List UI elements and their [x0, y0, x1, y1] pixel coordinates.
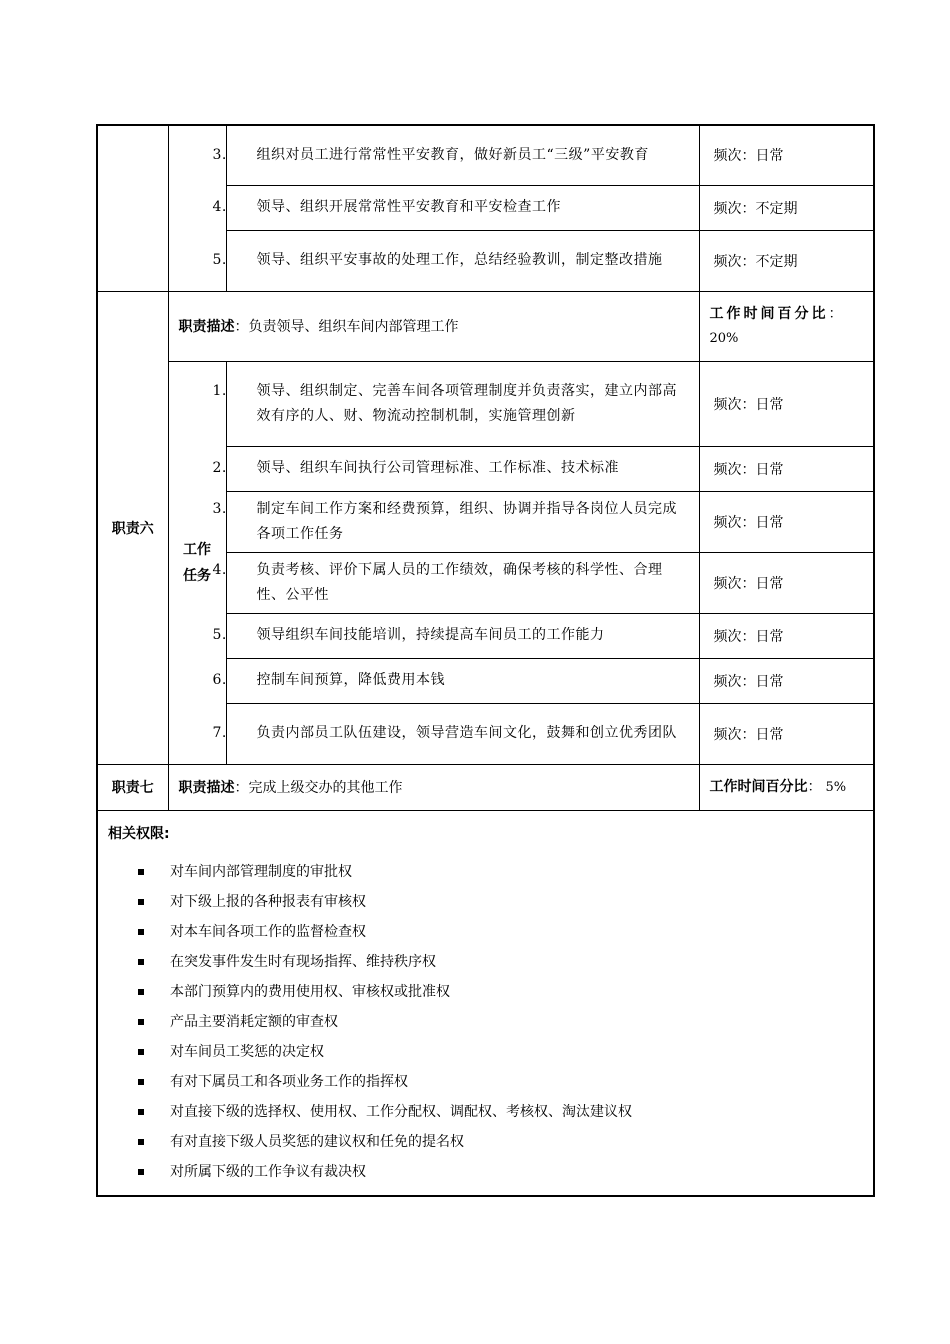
table-row: [97, 810, 874, 1196]
authority-item: [108, 887, 863, 917]
task-item: 5. 领导、组织平安事故的处理工作，总结经验教训，制定整改措施: [226, 230, 699, 291]
authority-item: [108, 917, 863, 947]
authority-item: [108, 1097, 863, 1127]
square-bullet-icon: [138, 1079, 144, 1085]
authority-text: 对车间内部管理制度的审批权: [170, 863, 352, 880]
percentage-value: 20%: [709, 330, 739, 346]
duty-seven-label: 职责七: [97, 764, 168, 810]
square-bullet-icon: [138, 899, 144, 905]
authority-item: [108, 977, 863, 1007]
task-frequency: 频次：日常: [699, 613, 874, 658]
table-row: [97, 361, 874, 446]
authority-text: 对所属下级的工作争议有裁决权: [170, 1163, 366, 1180]
authority-text: 产品主要消耗定额的审查权: [170, 1013, 338, 1030]
square-bullet-icon: [138, 929, 144, 935]
task-frequency: 频次：日常: [699, 361, 874, 446]
square-bullet-icon: [138, 959, 144, 965]
authorities-list: [108, 857, 863, 1187]
authority-item: [108, 857, 863, 887]
related-authorities-section: [97, 810, 874, 1196]
duty-table: [96, 124, 875, 1197]
task-item: 7. 负责内部员工队伍建设，领导营造车间文化，鼓舞和创立优秀团队: [226, 703, 699, 764]
square-bullet-icon: [138, 1169, 144, 1175]
authority-text: 有对直接下级人员奖惩的建议权和任免的提名权: [170, 1133, 464, 1150]
authority-text: 本部门预算内的费用使用权、审核权或批准权: [170, 983, 450, 1000]
related-authorities-title: 相关权限:: [108, 825, 170, 842]
task-frequency: 频次：日常: [699, 552, 874, 613]
authority-text: 对车间员工奖惩的决定权: [170, 1043, 324, 1060]
task-item: 4. 负责考核、评价下属人员的工作绩效，确保考核的科学性、合理性、公平性: [226, 552, 699, 613]
description-label: 职责描述: [178, 780, 235, 796]
square-bullet-icon: [138, 989, 144, 995]
task-frequency: 频次：日常: [699, 703, 874, 764]
duty-seven-time-percentage: 工作时间百分比： 5%: [699, 764, 874, 810]
table-row: [97, 764, 874, 810]
authority-text: 对下级上报的各种报表有审核权: [170, 893, 366, 910]
job-description-document: [96, 124, 873, 1197]
work-tasks-label: 工作 任务: [168, 361, 226, 764]
authority-text: 在突发事件发生时有现场指挥、维持秩序权: [170, 953, 436, 970]
task-item: 5. 领导组织车间技能培训，持续提高车间员工的工作能力: [226, 613, 699, 658]
authority-text: 对本车间各项工作的监督检查权: [170, 923, 366, 940]
square-bullet-icon: [138, 1019, 144, 1025]
task-frequency: 频次：日常: [699, 125, 874, 185]
square-bullet-icon: [138, 1109, 144, 1115]
task-item: 4. 领导、组织开展常常性平安教育和平安检查工作: [226, 185, 699, 230]
duty-six-label: 职责六: [97, 291, 168, 764]
duty-six-time-percentage: 工作时间百分比： 20%: [699, 291, 874, 361]
prev-duty-label-cell: [97, 125, 168, 291]
authority-text: 对直接下级的选择权、使用权、工作分配权、调配权、考核权、淘汰建议权: [170, 1103, 632, 1120]
table-row: [97, 125, 874, 185]
task-frequency: 频次：日常: [699, 491, 874, 552]
authority-item: [108, 1127, 863, 1157]
authority-item: [108, 1067, 863, 1097]
table-row: [97, 291, 874, 361]
task-item: 2. 领导、组织车间执行公司管理标准、工作标准、技术标准: [226, 446, 699, 491]
square-bullet-icon: [138, 1049, 144, 1055]
authority-item: [108, 1007, 863, 1037]
task-frequency: 频次：日常: [699, 658, 874, 703]
description-label: 职责描述: [178, 319, 235, 335]
duty-six-description: 职责描述：负责领导、组织车间内部管理工作: [168, 291, 699, 361]
authority-text: 有对下属员工和各项业务工作的指挥权: [170, 1073, 408, 1090]
duty-seven-description: 职责描述：完成上级交办的其他工作: [168, 764, 699, 810]
task-item: 3. 组织对员工进行常常性平安教育，做好新员工“三级”平安教育: [226, 125, 699, 185]
task-frequency: 频次：不定期: [699, 185, 874, 230]
square-bullet-icon: [138, 1139, 144, 1145]
task-item: 3. 制定车间工作方案和经费预算，组织、协调并指导各岗位人员完成各项工作任务: [226, 491, 699, 552]
percentage-value: 5%: [825, 779, 847, 795]
authority-item: [108, 1037, 863, 1067]
authority-item: [108, 1157, 863, 1187]
authority-item: [108, 947, 863, 977]
task-frequency: 频次：日常: [699, 446, 874, 491]
task-frequency: 频次：不定期: [699, 230, 874, 291]
task-item: 1. 领导、组织制定、完善车间各项管理制度并负责落实，建立内部高效有序的人、财、物流动控制机制，实施管理创新: [226, 361, 699, 446]
square-bullet-icon: [138, 869, 144, 875]
task-item: 6. 控制车间预算，降低费用本钱: [226, 658, 699, 703]
